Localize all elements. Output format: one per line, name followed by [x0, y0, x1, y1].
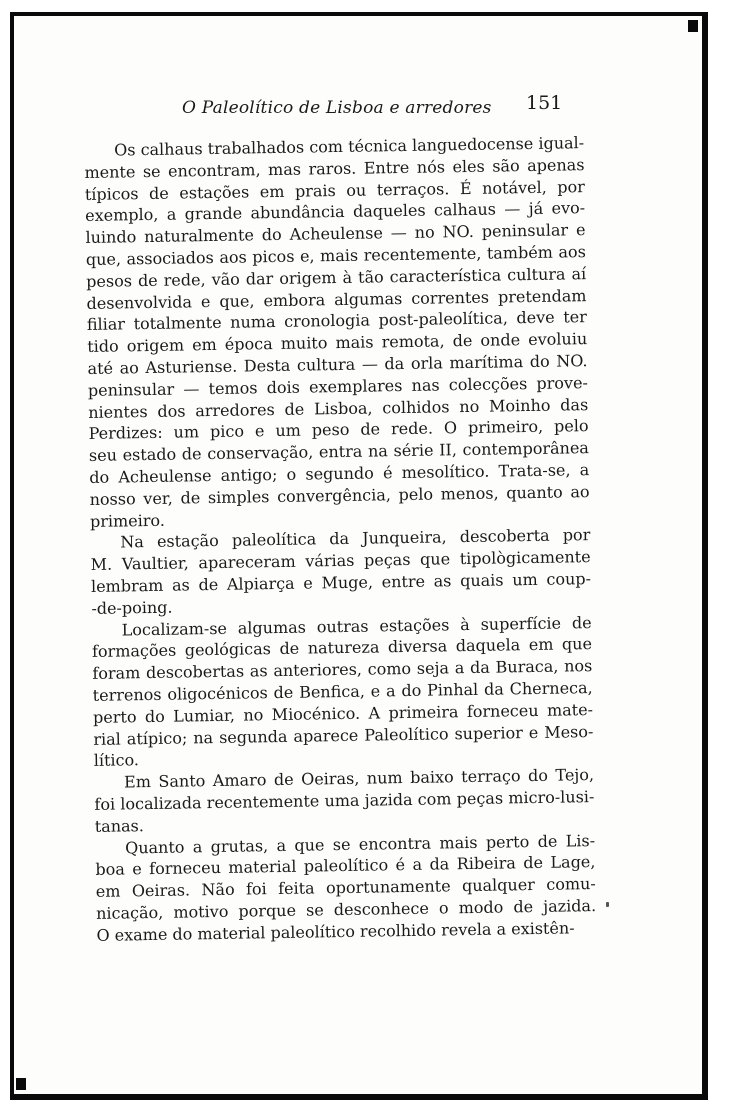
- text-line: nientes dos arredores de Lisboa, colhidos no Moinho das: [88, 394, 589, 422]
- paragraph: [90, 524, 591, 619]
- page-header: [14, 86, 702, 122]
- text-line: do Acheulense antigo; o segundo é mesolítico. Trata-se, a: [89, 460, 590, 487]
- text-line: foi localizada recentemente uma jazida com peças micro-lusi-: [94, 786, 595, 814]
- paragraph: [92, 612, 594, 772]
- page-frame: [10, 12, 708, 1100]
- text-line: boa e forneceu material paleolítico é a da Ribeira de Lage,: [95, 852, 596, 880]
- text-line: M. Vaultier, apareceram várias peças que tipològicamente: [90, 547, 591, 575]
- body-text: [84, 132, 597, 946]
- text-line: lembram as de Alpiarça e Muge, entre as quais um coup-: [90, 569, 592, 596]
- text-line: perto do Lumiar, no Miocénico. A primeira forneceu mate-: [92, 699, 594, 727]
- text-line: lítico.: [93, 750, 140, 771]
- text-line: Localizam-se algumas outras estações à superfície de: [121, 612, 592, 639]
- text-line: -de-poing.: [91, 597, 173, 618]
- paragraph: [84, 132, 590, 532]
- paragraph: [95, 830, 597, 947]
- running-title: O Paleolítico de Lisboa e arredores: [182, 98, 492, 118]
- text-line: O exame do material paleolítico recolhido revela a existên-: [96, 918, 575, 945]
- text-line: pesos de rede, vão dar origem à tão característica cultura aí: [86, 263, 587, 291]
- text-line: exemplo, a grande abundância daqueles calhaus — já evo-: [85, 198, 586, 226]
- text-line: tido origem em época muito mais remota, de onde evoluiu: [87, 329, 588, 357]
- text-line: filiar totalmente numa cronologia post-paleolítica, deve ter: [86, 307, 587, 335]
- text-line: nicação, motivo porque se desconhece o modo de jazida.: [95, 895, 597, 923]
- text-line: rial atípico; na segunda aparece Paleolítico superior e Meso-: [93, 721, 594, 749]
- text-line: peninsular — temos dois exemplares nas colecções prove-: [87, 372, 589, 400]
- print-speck: [606, 902, 609, 907]
- text-line: Na estação paleolítica da Junqueira, descoberta por: [120, 525, 591, 552]
- text-line: desenvolvida e que, embora algumas correntes pretendam: [86, 285, 587, 313]
- text-line: em Oeiras. Não foi feita oportunamente qualquer comu-: [95, 874, 596, 901]
- text-line: luindo naturalmente do Acheulense — no NO. peninsular e: [85, 220, 586, 248]
- text-line: primeiro.: [89, 510, 165, 531]
- text-line: mente se encontram, mas raros. Entre nós eles são apenas: [84, 154, 585, 182]
- text-line: terrenos oligocénicos de Benfica, e a do Pinhal da Cherneca,: [92, 678, 593, 705]
- text-line: Perdizes: um pico e um peso de rede. O primeiro, pelo: [88, 416, 589, 444]
- frame-corner-mark: [16, 1078, 26, 1090]
- paragraph: [94, 764, 595, 837]
- text-line: Quanto a grutas, a que se encontra mais perto de Lis-: [124, 830, 596, 857]
- text-line: nosso ver, de simples convergência, pelo menos, quanto ao: [89, 481, 590, 509]
- text-line: tanas.: [94, 815, 145, 836]
- text-line: até ao Asturiense. Desta cultura — da orla marítima do NO.: [87, 351, 588, 378]
- text-line: Em Santo Amaro de Oeiras, num baixo terraço do Tejo,: [123, 765, 595, 792]
- text-line: seu estado de conservação, entra na série II, contemporânea: [88, 438, 590, 466]
- page-number: 151: [526, 92, 563, 114]
- text-line: que, associados aos picos e, mais recentemente, também aos: [85, 242, 586, 269]
- text-line: típicos de estações em prais ou terraços. É notável, por: [84, 176, 585, 204]
- text-line: foram descobertas as anteriores, como seja a da Buraca, nos: [92, 656, 593, 684]
- text-line: Os calhaus trabalhados com técnica languedocense igual-: [114, 133, 585, 160]
- frame-corner-mark: [688, 20, 698, 32]
- text-line: formações geológicas de natureza diversa daquela em que: [91, 634, 593, 662]
